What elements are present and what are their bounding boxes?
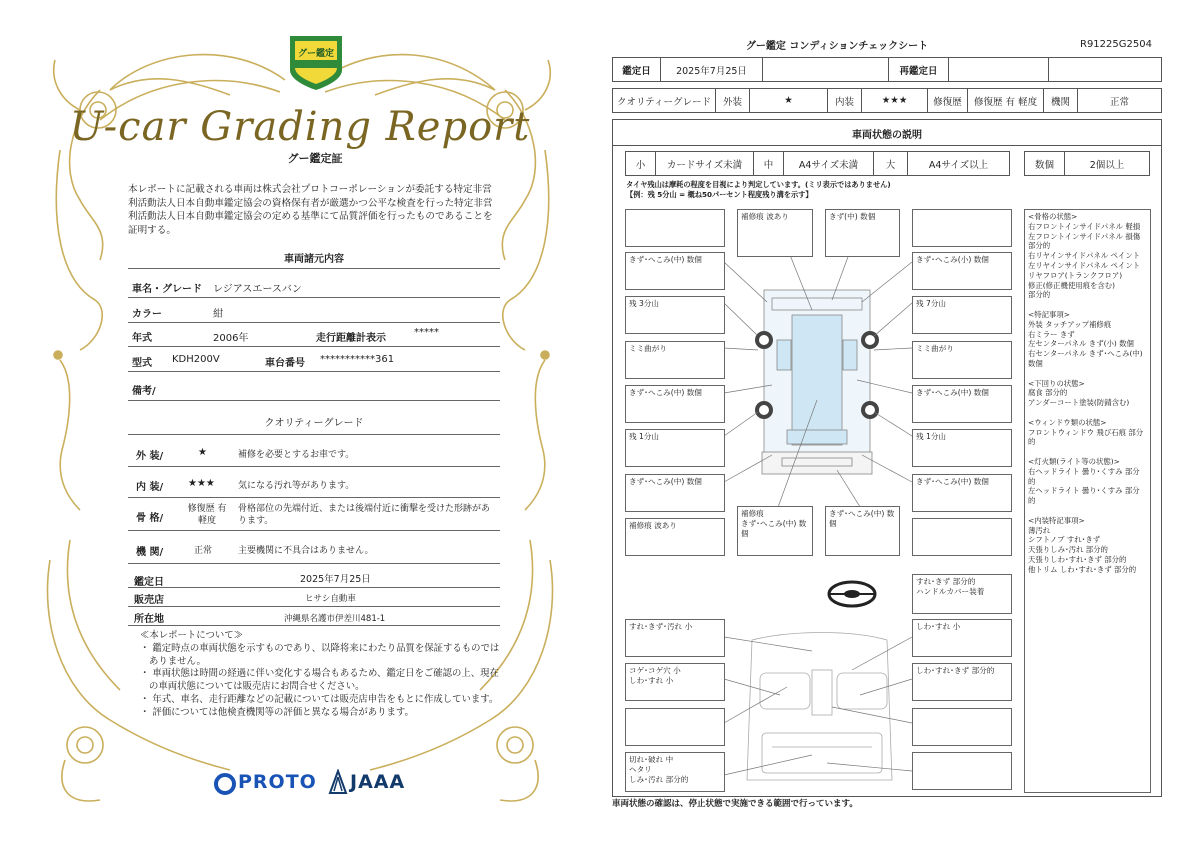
certificate-subtitle: グー鑑定証: [287, 152, 343, 165]
interior-box: しわ･すれ･きず 部分的: [912, 663, 1012, 701]
damage-box: きず･へこみ(中) 数個: [825, 506, 900, 556]
quality-desc-interior: 気になる汚れ等があります。: [238, 481, 355, 491]
damage-box: 残 3分山: [625, 296, 725, 334]
size-small: 小: [626, 152, 656, 176]
note-line: 天張りしわ･すれ･きず 部分的: [1028, 554, 1127, 564]
badge-text: グー鑑定: [297, 49, 334, 59]
note-line: <特記事項>: [1028, 309, 1070, 319]
size-legend: [625, 151, 1010, 176]
quality-desc-frame: 骨格部位の先端付近、または後端付近に衝撃を受けた形跡があります。: [238, 504, 491, 526]
note-line: 左リヤインサイドパネル ペイント: [1028, 260, 1141, 270]
interior-box-empty: [625, 708, 725, 746]
damage-box: ミミ曲がり: [912, 341, 1012, 379]
divider: [128, 434, 500, 435]
notes-heading: ≪本レポートについて≫: [140, 630, 243, 641]
sheet-date-value: 2025年7月25日: [661, 58, 763, 82]
damage-box: きず･へこみ(中) 数個: [625, 252, 725, 290]
shop-value: ヒサシ自動車: [305, 594, 356, 604]
damage-box: きず･へこみ(中) 数個: [625, 385, 725, 423]
note-line: 腐食 部分的: [1028, 388, 1068, 398]
note-line: [1028, 408, 1147, 418]
interior-text: コゲ･コゲ穴 小: [629, 666, 681, 675]
empty-cell: [1049, 58, 1162, 82]
quality-grade-label: クオリティーグレード: [613, 89, 716, 113]
quality-label-engine: 機 関/: [136, 547, 164, 558]
note-line: 右フロントインサイドパネル 軽損: [1028, 221, 1141, 231]
mileage-label: 走行距離計表示: [316, 333, 386, 344]
note-line: 外装 タッチアップ補修痕: [1028, 319, 1112, 329]
damage-box: きず(中) 数個: [825, 209, 900, 257]
note-line: [1028, 300, 1147, 310]
quality-desc-exterior: 補修を必要とするお車です。: [238, 450, 355, 460]
damage-box: 補修痕 波あり: [737, 209, 813, 257]
chassis-value: ***********361: [320, 354, 395, 365]
quality-label-interior: 内 装/: [136, 482, 164, 493]
steering-wheel-icon: [826, 578, 878, 610]
chassis-label: 車台番号: [265, 358, 305, 369]
note-line: 左センターパネル きず(小) 数個: [1028, 339, 1134, 349]
goo-kantei-logo-badge: [286, 30, 346, 92]
divider: [128, 466, 500, 467]
note-item: ・ 年式、車名、走行距離などの記載については販売店申告をもとに作成しています。: [140, 693, 499, 705]
size-medium: 中: [754, 152, 784, 176]
interior-text: ハンドルカバー装着: [916, 587, 985, 596]
note-line: <ウィンドウ類の状態>: [1028, 417, 1107, 427]
damage-text: きず･へこみ(中) 数個: [741, 519, 807, 538]
interior-box: すれ･きず･汚れ 小: [625, 619, 725, 657]
interior-box: しわ･すれ 小: [912, 619, 1012, 657]
shop-label: 販売店: [134, 595, 164, 606]
divider: [128, 268, 500, 269]
model-label: 型式: [132, 358, 152, 369]
note-line: 左ヘッドライト 曇り･くすみ 部分的: [1028, 486, 1140, 506]
mileage-value: *****: [414, 327, 439, 338]
reappraisal-label: 再鑑定日: [889, 58, 949, 82]
condition-notes: [1024, 209, 1151, 793]
engine-value: 正常: [1078, 89, 1162, 113]
certificate-intro: 本レポートに記載される車両は株式会社プロトコーポレーションが委託する特定非営利活動法人日本自動車鑑定協会の資格保有者が厳選かつ公平な検査を行った特定非営利活動法人日本自動車鑑定協会の定める基準にて品質評価を行ったものであることを証明する。: [128, 184, 493, 236]
proto-logo-icon: [214, 773, 236, 795]
interior-text: すれ･きず 部分的: [916, 577, 976, 586]
year-value: 2006年: [213, 333, 249, 344]
note-line: アンダーコート塗装(防錆含む): [1028, 398, 1130, 408]
jaaa-logo: JAAA: [350, 771, 406, 793]
quality-grade-frame: 修復歴 有 軽度: [187, 504, 227, 526]
count-desc: 2個以上: [1065, 152, 1150, 176]
sheet-code: R91225G2504: [1080, 39, 1152, 50]
interior-box: [912, 574, 1012, 614]
exterior-value: ★: [750, 89, 828, 113]
damage-box: きず･へこみ(中) 数個: [625, 474, 725, 512]
damage-box: ミミ曲がり: [625, 341, 725, 379]
damage-box: きず･へこみ(中) 数個: [912, 474, 1012, 512]
interior-box-empty: [912, 752, 1012, 790]
divider: [612, 145, 1162, 146]
damage-box: [737, 506, 813, 556]
divider: [128, 346, 500, 347]
damage-box: 残 1分山: [625, 429, 725, 467]
note-line: 右センターパネル きず･へこみ(中): [1028, 349, 1143, 359]
year-label: 年式: [132, 333, 152, 344]
report-notes: [128, 630, 500, 720]
damage-box: 残 1分山: [912, 429, 1012, 467]
interior-text: しわ･すれ 小: [629, 676, 674, 685]
appraisal-date-label: 鑑定日: [134, 577, 164, 588]
note-line: 左フロントインサイドパネル 損傷: [1028, 231, 1141, 241]
tire-note-2: 【例：残 5分山 = 概ね50パーセント程度残り溝を示す】: [626, 190, 813, 199]
note-line: 薄汚れ: [1028, 525, 1051, 535]
note-line: <灯火類(ライト等の状態)>: [1028, 456, 1120, 466]
exterior-label: 外装: [716, 89, 750, 113]
damage-box-empty: [625, 209, 725, 247]
interior-box: [625, 663, 725, 701]
specs-heading: 車両諸元内容: [284, 254, 344, 265]
note-line: 部分的: [1028, 241, 1051, 251]
note-line: 右リヤインサイドパネル ペイント: [1028, 251, 1141, 261]
jaaa-logo-icon: [328, 769, 348, 795]
repair-value: 修復歴 有 軽度: [968, 89, 1044, 113]
damage-box: 補修痕 波あり: [625, 518, 725, 556]
interior-text: 切れ･破れ 中: [629, 755, 674, 764]
note-item: ・ 車両状態は時間の経過に伴い変化する場合もあるため、鑑定日をご確認の上、現在の車両状態については販売店にお問合せください。: [140, 668, 499, 693]
car-name-value: レジアスエースバン: [213, 284, 302, 295]
appraisal-date-row: [612, 57, 1162, 82]
note-line: [1028, 447, 1147, 457]
interior-text: しみ･汚れ 部分的: [629, 775, 689, 784]
color-value: 紺: [213, 309, 223, 320]
car-name-label: 車名・グレード: [132, 284, 202, 295]
damage-box-empty: [912, 209, 1012, 247]
note-line: 右ミラー きず: [1028, 329, 1075, 339]
interior-text: ヘタリ: [629, 765, 652, 774]
engine-label: 機関: [1044, 89, 1078, 113]
color-label: カラー: [132, 309, 162, 320]
appraisal-date-value: 2025年7月25日: [300, 574, 371, 585]
size-large: 大: [874, 152, 908, 176]
quality-heading: クオリティーグレード: [264, 418, 364, 429]
damage-box: 残 7分山: [912, 296, 1012, 334]
condition-heading: 車両状態の説明: [852, 130, 922, 141]
sheet-date-label: 鑑定日: [613, 58, 661, 82]
size-medium-desc: A4サイズ未満: [784, 152, 874, 176]
remarks-label: 備考/: [132, 386, 156, 397]
interior-label: 内装: [828, 89, 862, 113]
damage-text: 補修痕: [741, 509, 764, 518]
tire-note-1: タイヤ残山は摩耗の程度を目視により判定しています。(ミリ表示ではありません): [626, 180, 891, 189]
note-line: フロントウィンドウ 飛び石痕 部分的: [1028, 427, 1144, 447]
divider: [128, 606, 500, 607]
quality-grade-row: [612, 88, 1162, 113]
note-line: [1028, 506, 1147, 516]
quality-grade-engine: 正常: [194, 546, 213, 556]
divider: [128, 322, 500, 323]
reappraisal-value: [949, 58, 1049, 82]
quality-grade-interior: ★★★: [188, 478, 215, 489]
sheet-footnote: 車両状態の確認は、停止状態で実施できる範囲で行っています。: [612, 799, 858, 809]
divider: [128, 400, 500, 401]
note-line: [1028, 369, 1147, 379]
sheet-title: グー鑑定 コンディションチェックシート: [745, 41, 929, 52]
divider: [128, 497, 500, 498]
quality-grade-exterior: ★: [198, 447, 207, 458]
quality-label-frame: 骨 格/: [136, 513, 164, 524]
repair-label: 修復歴: [928, 89, 968, 113]
note-line: 数個: [1028, 358, 1043, 368]
count-legend: [1024, 151, 1150, 176]
size-large-desc: A4サイズ以上: [908, 152, 1010, 176]
note-item: ・ 鑑定時点の車両状態を示すものであり、以降将来にわたり品質を保証するものではありません。: [140, 642, 500, 667]
address-value: 沖縄県名護市伊差川481-1: [284, 614, 386, 624]
note-line: 天張りしみ･汚れ 部分的: [1028, 545, 1108, 555]
size-small-desc: カードサイズ未満: [656, 152, 754, 176]
note-item: ・ 評価については他検査機関等の評価と異なる場合があります。: [140, 706, 414, 718]
quality-desc-engine: 主要機関に不具合はありません。: [238, 546, 374, 556]
quality-label-exterior: 外 装/: [136, 451, 164, 462]
divider: [128, 625, 500, 626]
damage-box-empty: [912, 518, 1012, 556]
note-line: 修正(修正機使用痕を含む): [1028, 280, 1116, 290]
damage-box: きず･へこみ(小) 数個: [912, 252, 1012, 290]
proto-logo: PROTO: [238, 771, 317, 793]
divider: [128, 297, 500, 298]
empty-cell: [763, 58, 889, 82]
note-line: 右ヘッドライト 曇り･くすみ 部分的: [1028, 466, 1140, 486]
damage-box: きず･へこみ(中) 数個: [912, 385, 1012, 423]
model-value: KDH200V: [172, 354, 220, 365]
divider: [128, 371, 500, 372]
note-line: <下回りの状態>: [1028, 378, 1085, 388]
address-label: 所在地: [134, 614, 164, 625]
interior-box: [625, 752, 725, 792]
note-line: シフトノブ すれ･きず: [1028, 535, 1101, 545]
divider: [128, 563, 500, 564]
interior-box-empty: [912, 708, 1012, 746]
divider: [128, 530, 500, 531]
note-line: 他トリム しわ･すれ･きず 部分的: [1028, 564, 1137, 574]
interior-value: ★★★: [862, 89, 928, 113]
report-title: U-car Grading Report: [69, 104, 531, 150]
count-label: 数個: [1025, 152, 1065, 176]
divider: [128, 587, 500, 588]
note-line: <内装特記事項>: [1028, 515, 1085, 525]
note-line: <骨格の状態>: [1028, 212, 1078, 221]
note-line: リヤフロア(トランクフロア): [1028, 270, 1123, 280]
note-line: 部分的: [1028, 290, 1051, 300]
